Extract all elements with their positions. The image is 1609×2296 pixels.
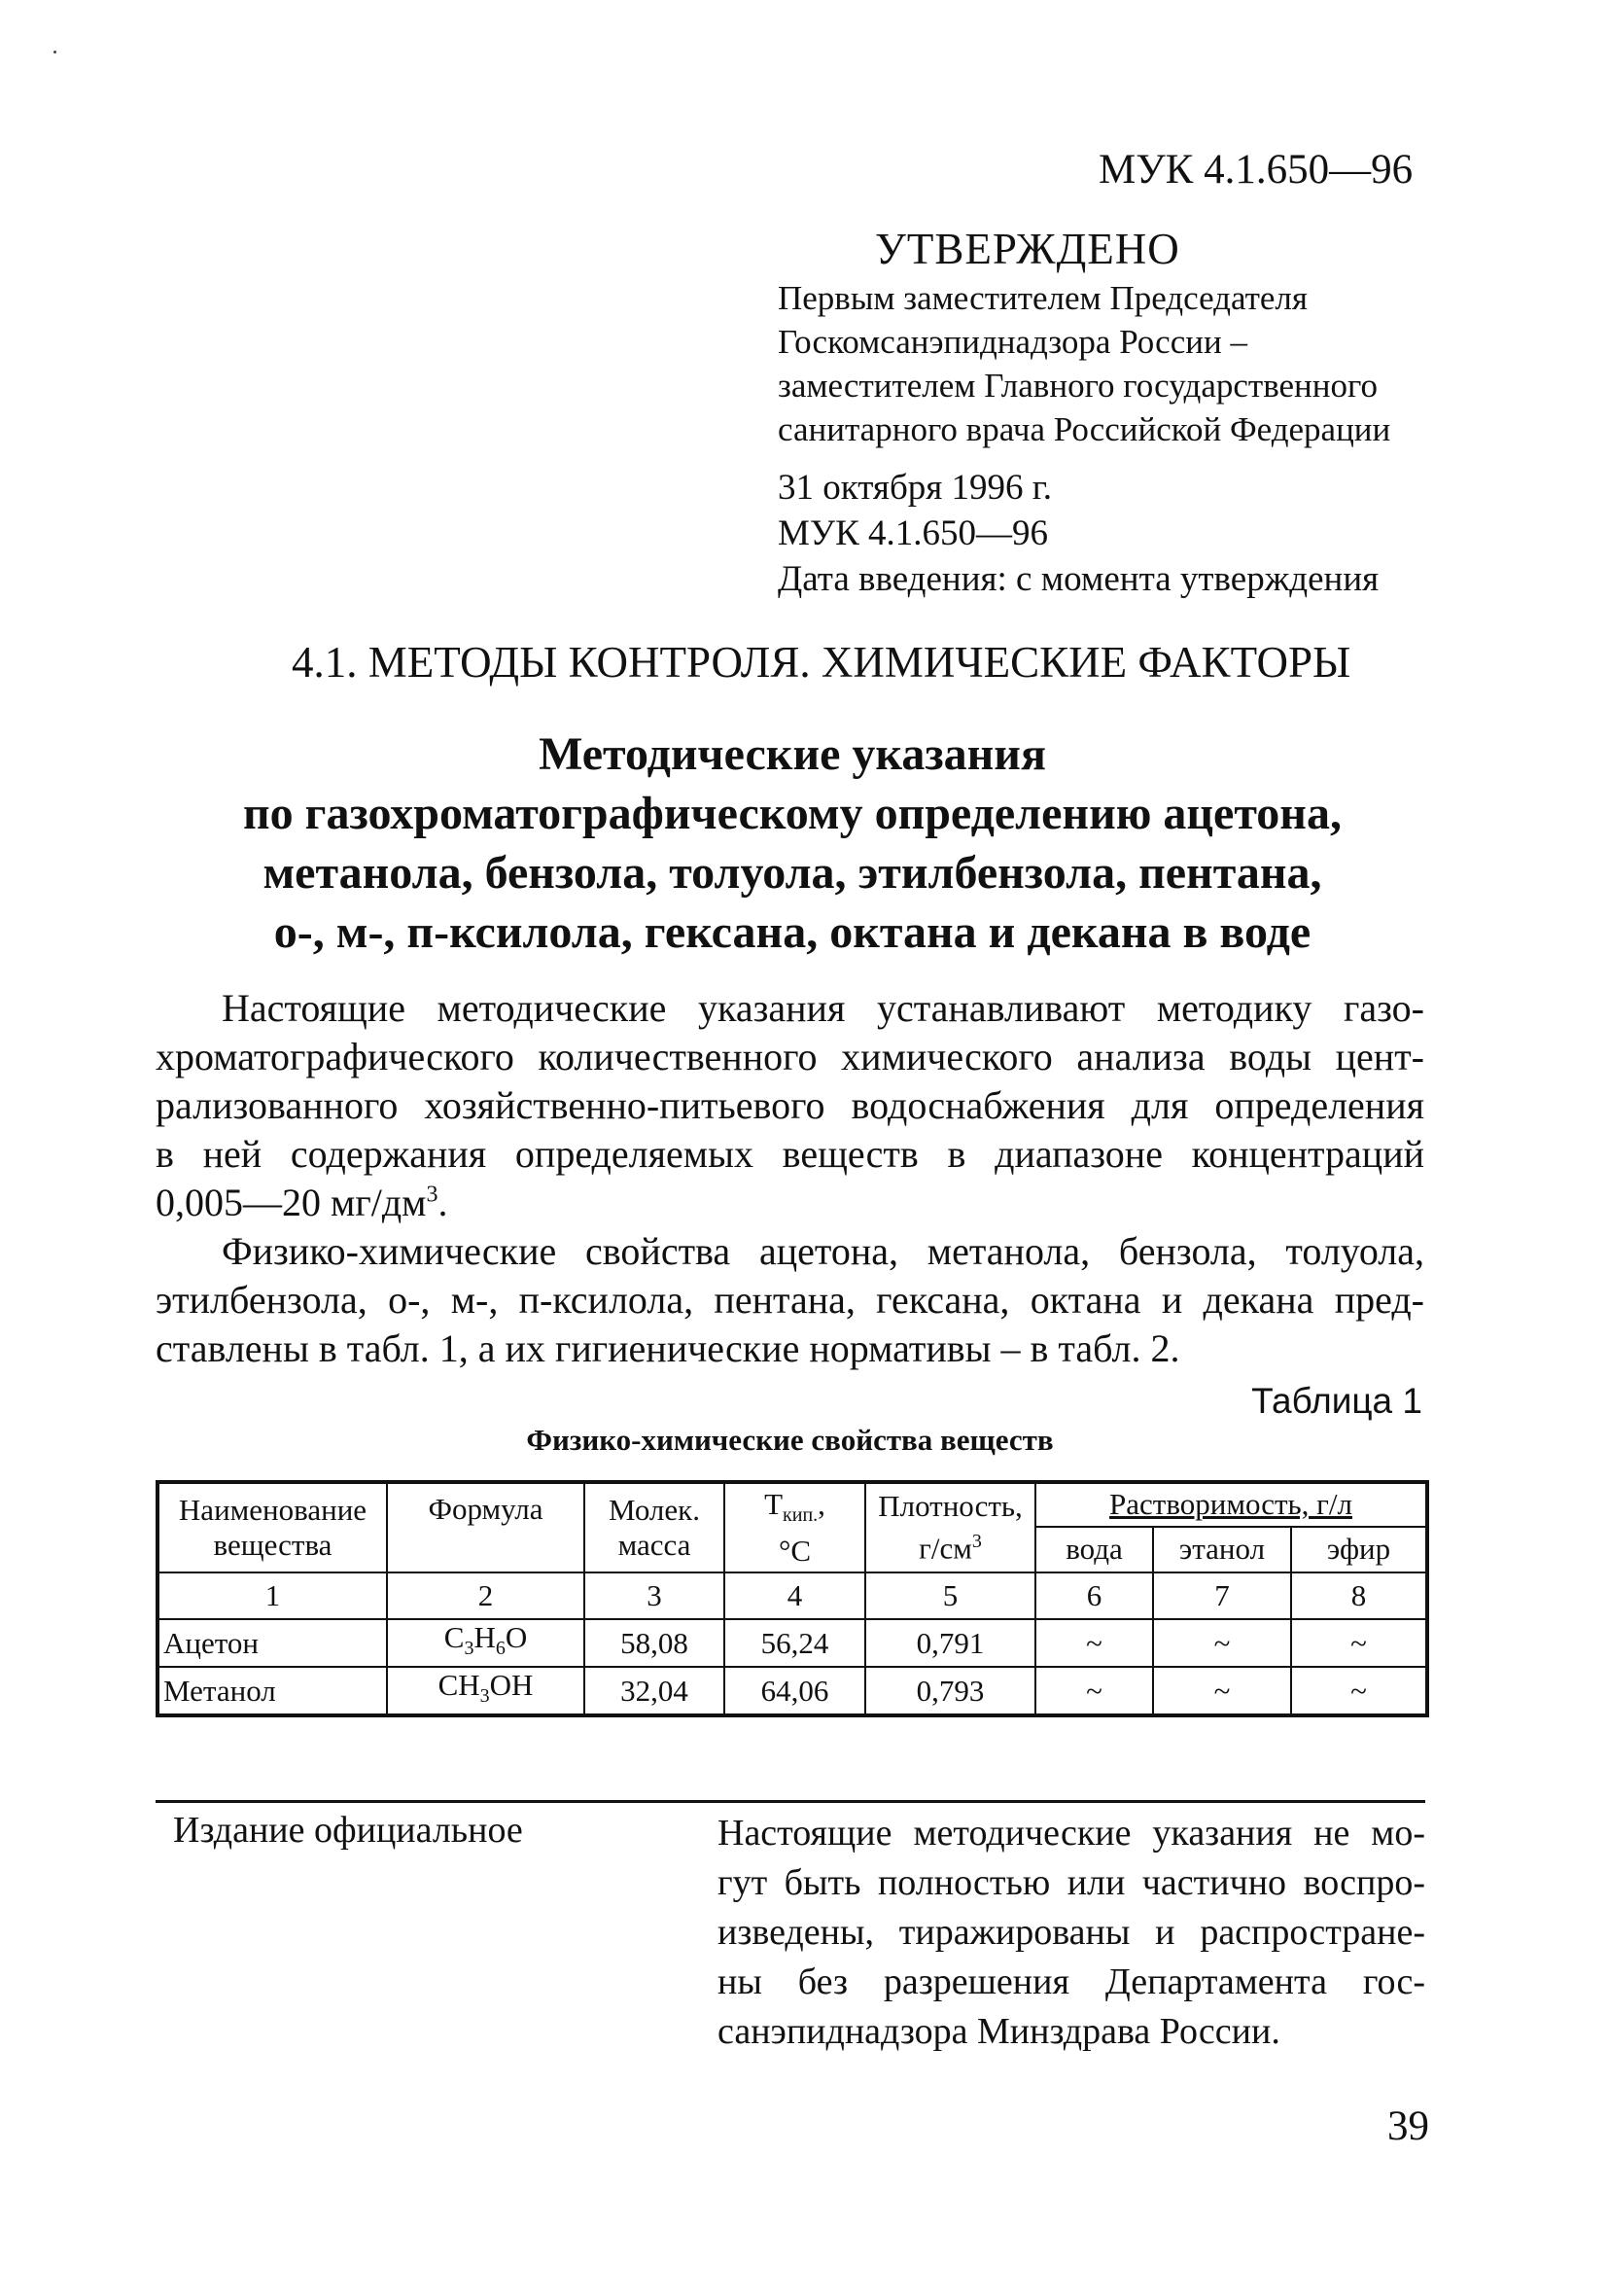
paragraph-line: Физико-химические свойства ацетона, метанола, бензола, толуола, [222,1229,1424,1273]
column-number: 8 [1291,1572,1427,1619]
page-number: 39 [1387,2103,1429,2149]
notice-line: санэпиднадзора Минздрава России. [717,2011,1280,2052]
properties-table [156,1480,1429,1717]
cell-ether: ~ [1291,1619,1427,1667]
header-formula: Формула [387,1482,584,1572]
cell-density: 0,791 [865,1619,1035,1667]
intro-paragraph [156,984,1424,1227]
paragraph-end: . [437,1181,448,1224]
cell-formula: $CH_3OH$ [387,1667,584,1715]
header-mass: Молек. масса [584,1482,724,1572]
table-row [157,1619,1427,1667]
cell-mass: 32,04 [584,1667,724,1715]
approval-effective-date: Дата введения: с момента утверждения [778,559,1380,599]
header-name: Наименование вещества [157,1482,387,1572]
cell-formula: $C_3H_6O$ [387,1619,584,1667]
header-water: вода [1035,1527,1153,1572]
column-number-row [157,1572,1427,1619]
header-boiling-point: $Т_{кип.}$, °С [724,1482,865,1572]
cell-boiling-point: 56,24 [724,1619,865,1667]
paragraph-line: 0,005—20 мг/дм [156,1181,427,1224]
scan-speck [53,51,56,53]
table-label: Таблица 1 [1251,1381,1422,1421]
notice-line: Настоящие методические указания не мо- [717,1813,1425,1854]
paragraph-line: в ней содержания определяемых веществ в диапазоне концентраций [156,1132,1424,1176]
column-number: 7 [1153,1572,1291,1619]
cell-density: 0,793 [865,1667,1035,1715]
column-number: 5 [865,1572,1035,1619]
paragraph-line: ставлены в табл. 1, а их гигиенические нормативы – в табл. 2. [156,1326,1180,1370]
notice-line: гут быть полностью или частично воспро- [717,1862,1425,1903]
column-number: 1 [157,1572,387,1619]
column-number: 4 [724,1572,865,1619]
title-line: по газохроматографическому определению ацетона, [243,788,1342,839]
approval-line: санитарного врача Российской Федерации [778,410,1391,448]
column-number: 2 [387,1572,584,1619]
notice-line: изведены, тиражированы и распростране- [717,1912,1425,1953]
cell-boiling-point: 64,06 [724,1667,865,1715]
approval-line: Первым заместителем Председателя [778,279,1308,317]
cell-ethanol: ~ [1153,1667,1291,1715]
approval-date: 31 октября 1996 г. [778,468,1053,508]
title-line: метанола, бензола, толуола, этилбензола, пентана, [262,847,1322,899]
paragraph-line: этилбензола, о-, м-, п-ксилола, пентана, гексана, октана и декана пред- [156,1278,1424,1322]
doc-code-header: МУК 4.1.650—96 [1099,147,1414,193]
cell-name: Ацетон [157,1619,387,1667]
table-caption: Физико-химические свойства веществ [526,1423,1054,1457]
paragraph-line: рализованного хозяйственно-питьевого водоснабжения для определения [156,1083,1424,1127]
cell-water: ~ [1035,1667,1153,1715]
cell-ether: ~ [1291,1667,1427,1715]
header-solubility: Растворимость, г/л [1035,1482,1427,1527]
section-heading: 4.1. МЕТОДЫ КОНТРОЛЯ. ХИМИЧЕСКИЕ ФАКТОРЫ [292,638,1351,687]
cell-name: Метанол [157,1667,387,1715]
column-number: 3 [584,1572,724,1619]
cell-water: ~ [1035,1619,1153,1667]
column-number: 6 [1035,1572,1153,1619]
title-line: о-, м-, п-ксилола, гексана, октана и декана в воде [273,906,1312,958]
approval-block [778,222,1458,602]
notice-line: ны без разрешения Департамента гос- [717,1961,1425,2002]
superscript: 3 [426,1182,438,1208]
document-title [146,724,1439,962]
header-density: Плотность, $г/см^3$ [865,1482,1035,1572]
approval-title: УТВЕРЖДЕНО [875,225,1180,273]
approval-line: Госкомсанэпиднадзора России – [778,323,1247,361]
paragraph-line: Настоящие методические указания устанавливают методику газо- [222,986,1424,1030]
cell-mass: 58,08 [584,1619,724,1667]
header-ethanol: этанол [1153,1527,1291,1572]
approval-code: МУК 4.1.650—96 [778,513,1049,553]
header-ether: эфир [1291,1527,1427,1572]
approval-line: заместителем Главного государственного [778,367,1378,405]
footer-divider [156,1800,1425,1803]
copyright-notice [717,1809,1425,2057]
properties-paragraph [156,1227,1424,1373]
table-row [157,1667,1427,1715]
title-line: Методические указания [539,728,1046,780]
cell-ethanol: ~ [1153,1619,1291,1667]
official-edition-note: Издание официальное [173,1810,523,1851]
paragraph-line: хроматографического количественного химического анализа воды цент- [156,1035,1424,1078]
